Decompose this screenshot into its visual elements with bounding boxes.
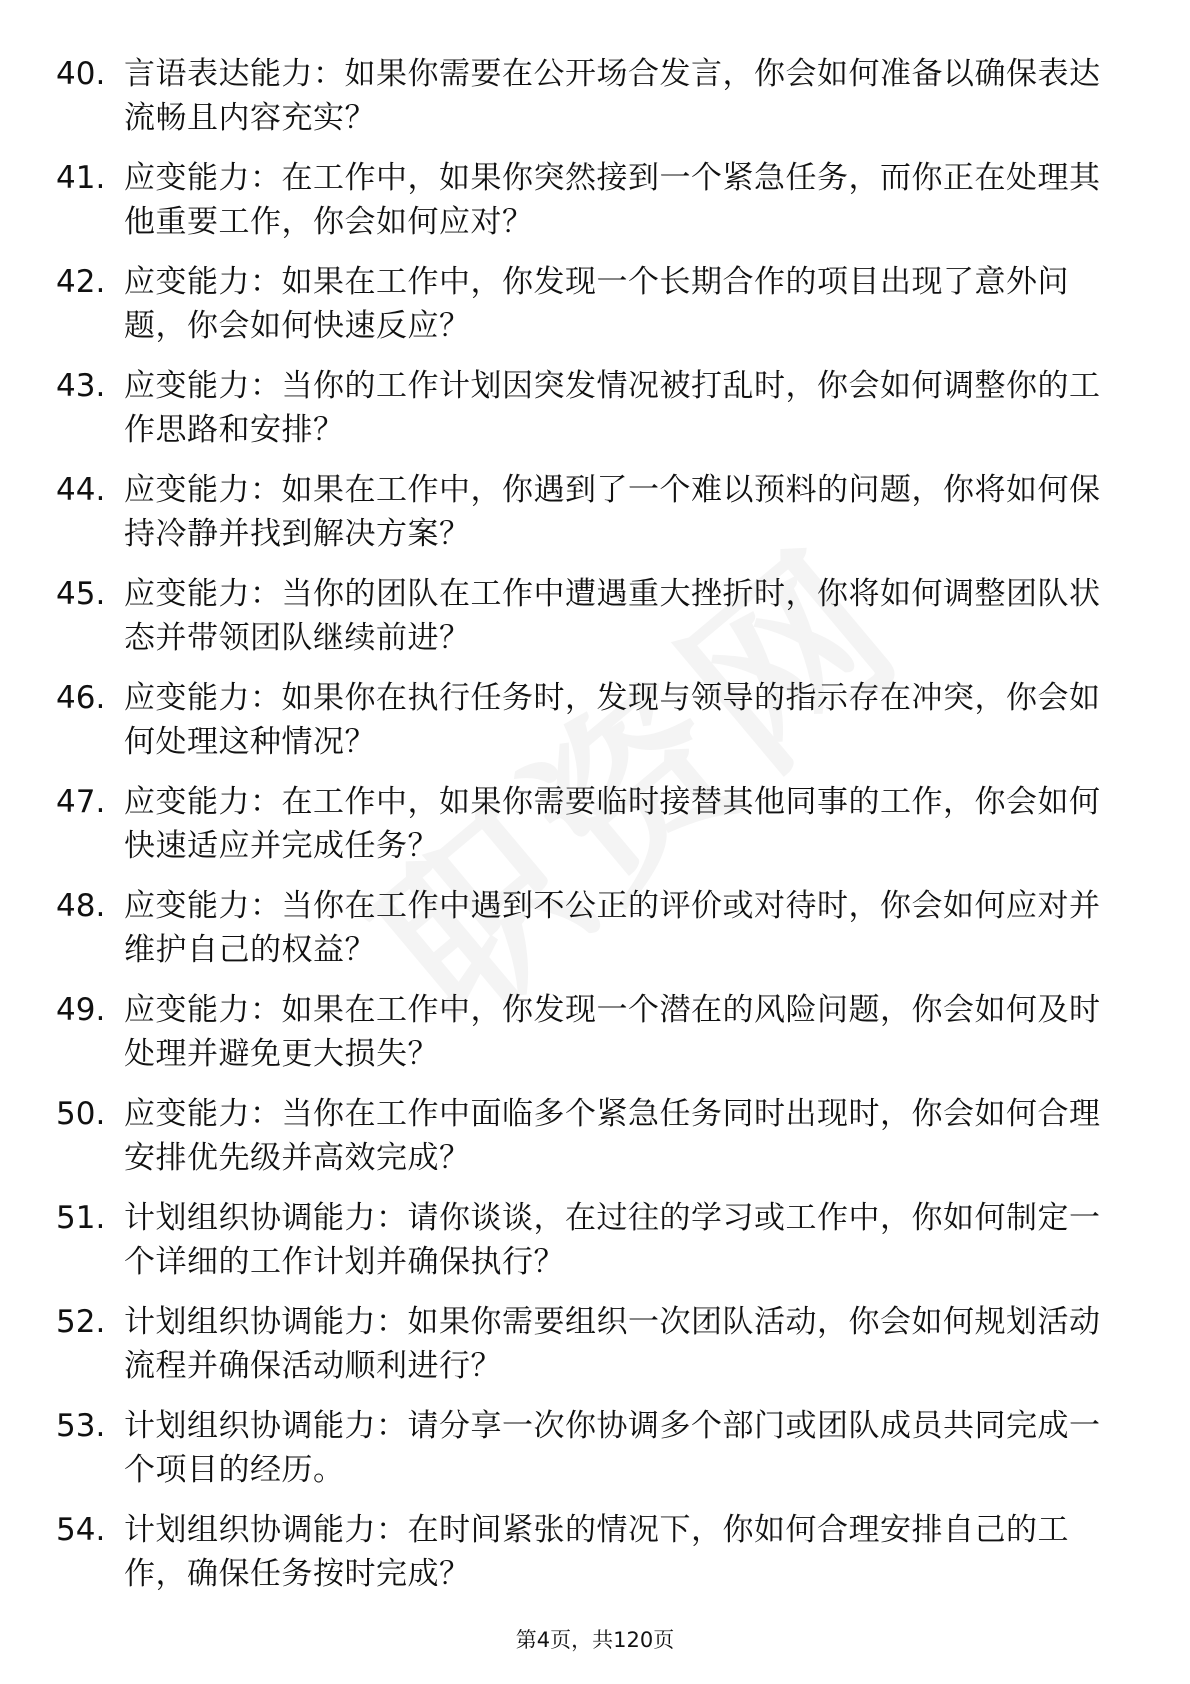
question-item: [56, 1196, 1116, 1300]
question-item: [56, 1300, 1116, 1404]
question-text: 应变能力：在工作中，如果你需要临时接替其他同事的工作，你会如何快速适应并完成任务？: [124, 784, 1101, 864]
question-number: 49.: [56, 992, 106, 1028]
question-item: [56, 780, 1116, 884]
question-number: 51.: [56, 1200, 106, 1236]
question-number: 42.: [56, 264, 106, 300]
question-number: 53.: [56, 1408, 106, 1444]
question-text: 计划组织协调能力：在时间紧张的情况下，你如何合理安排自己的工作，确保任务按时完成？: [124, 1512, 1069, 1592]
question-list: [56, 52, 1116, 1612]
question-item: [56, 1508, 1116, 1612]
question-number: 46.: [56, 680, 106, 716]
question-number: 45.: [56, 576, 106, 612]
question-number: 40.: [56, 56, 106, 92]
question-text: 应变能力：当你的团队在工作中遭遇重大挫折时，你将如何调整团队状态并带领团队继续前进？: [124, 576, 1101, 656]
question-item: [56, 52, 1116, 156]
question-text: 计划组织协调能力：请分享一次你协调多个部门或团队成员共同完成一个项目的经历。: [124, 1408, 1101, 1488]
question-number: 48.: [56, 888, 106, 924]
question-text: 应变能力：如果在工作中，你发现一个长期合作的项目出现了意外问题，你会如何快速反应？: [124, 264, 1069, 344]
question-text: 计划组织协调能力：如果你需要组织一次团队活动，你会如何规划活动流程并确保活动顺利进行？: [124, 1304, 1101, 1384]
question-text: 计划组织协调能力：请你谈谈，在过往的学习或工作中，你如何制定一个详细的工作计划并确保执行？: [124, 1200, 1101, 1280]
question-number: 50.: [56, 1096, 106, 1132]
question-text: 言语表达能力：如果你需要在公开场合发言，你会如何准备以确保表达流畅且内容充实？: [124, 56, 1101, 136]
question-number: 47.: [56, 784, 106, 820]
question-item: [56, 156, 1116, 260]
question-text: 应变能力：如果你在执行任务时，发现与领导的指示存在冲突，你会如何处理这种情况？: [124, 680, 1101, 760]
question-text: 应变能力：如果在工作中，你发现一个潜在的风险问题，你会如何及时处理并避免更大损失？: [124, 992, 1101, 1072]
question-item: [56, 676, 1116, 780]
question-item: [56, 364, 1116, 468]
question-number: 41.: [56, 160, 106, 196]
question-text: 应变能力：当你在工作中遇到不公正的评价或对待时，你会如何应对并维护自己的权益？: [124, 888, 1101, 968]
question-item: [56, 468, 1116, 572]
question-text: 应变能力：在工作中，如果你突然接到一个紧急任务，而你正在处理其他重要工作，你会如何应对？: [124, 160, 1101, 240]
question-number: 43.: [56, 368, 106, 404]
question-number: 52.: [56, 1304, 106, 1340]
question-item: [56, 1404, 1116, 1508]
page-footer: 第4页，共120页: [515, 1628, 675, 1652]
question-item: [56, 1092, 1116, 1196]
question-text: 应变能力：如果在工作中，你遇到了一个难以预料的问题，你将如何保持冷静并找到解决方案？: [124, 472, 1101, 552]
question-item: [56, 572, 1116, 676]
question-text: 应变能力：当你的工作计划因突发情况被打乱时，你会如何调整你的工作思路和安排？: [124, 368, 1101, 448]
question-item: [56, 884, 1116, 988]
question-text: 应变能力：当你在工作中面临多个紧急任务同时出现时，你会如何合理安排优先级并高效完成？: [124, 1096, 1101, 1176]
question-item: [56, 988, 1116, 1092]
question-number: 54.: [56, 1512, 106, 1548]
question-item: [56, 260, 1116, 364]
question-number: 44.: [56, 472, 106, 508]
